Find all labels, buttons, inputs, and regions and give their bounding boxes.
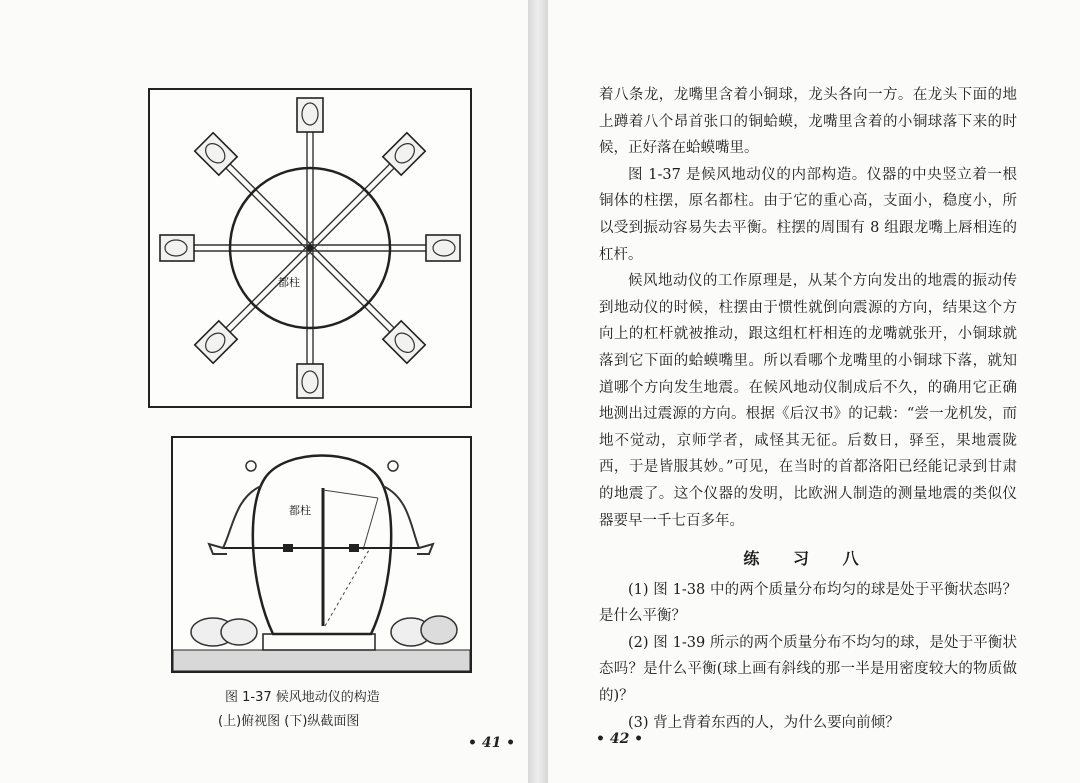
dragon-head-box <box>383 133 425 175</box>
page-number-right: • 42 • <box>596 731 644 747</box>
lever-block <box>349 544 359 552</box>
pillar-label-section: 都柱 <box>289 504 311 517</box>
section-heading: 练 习 八 <box>743 549 873 569</box>
paragraph: 图 1-37 是候风地动仪的内部构造。仪器的中央竖立着一根铜体的柱摆，原名都柱。由于它的重心高，支面小，稳度小，所以受到振动容易失去平衡。柱摆的周围有 8 组跟龙嘴上唇相连的杠杆。 <box>599 166 1017 263</box>
toad-left-2 <box>221 619 257 645</box>
figure-section-view <box>171 436 472 673</box>
seismoscope-section-diagram <box>173 438 470 671</box>
lever-arm-line <box>224 167 307 250</box>
vessel-pedestal <box>263 634 375 650</box>
right-page-body <box>599 82 1017 736</box>
dragon-head-box <box>160 235 194 261</box>
dragon-head-box <box>195 133 237 175</box>
pillar-label-top: 都柱 <box>278 276 300 289</box>
lever-block <box>283 544 293 552</box>
dragon-head-box <box>195 321 237 363</box>
dragon-head-box <box>297 98 323 132</box>
central-pillar-dot <box>307 245 313 251</box>
dragon-box-outline <box>195 321 237 363</box>
dragon-box-outline <box>383 321 425 363</box>
lever-arm-line <box>312 246 395 329</box>
figure-top-view <box>148 88 472 408</box>
dragon-box-outline <box>383 133 425 175</box>
exercise-item: (2) 图 1-39 所示的两个质量分布不均匀的球，是处于平衡状态吗？是什么平衡(球上画有斜线的那一半是用密度较大的物质做的)？ <box>599 634 1017 705</box>
figure-caption-title: 图 1-37 候风地动仪的构造 <box>225 690 380 705</box>
dragon-tail <box>388 461 398 471</box>
pillar-tilt-dashed <box>325 550 369 626</box>
paragraph: 着八条龙，龙嘴里含着小铜球，龙头各向一方。在龙头下面的地上蹲着八个昂首张口的铜蛤蟆，龙嘴里含着的小铜球落下来的时候，正好落在蛤蟆嘴里。 <box>599 87 1017 157</box>
dragon-head-box <box>426 235 460 261</box>
toad-right-2 <box>421 616 457 644</box>
ground-base <box>173 650 470 671</box>
exercise-item: (1) 图 1-38 中的两个质量分布均匀的球是处于平衡状态吗？是什么平衡？ <box>599 581 1017 625</box>
exercise-item: (3) 背上背着东西的人，为什么要向前倾？ <box>628 714 900 731</box>
dragon-head-box <box>383 321 425 363</box>
lever-arm-line <box>229 162 312 245</box>
lever-arm-line <box>229 250 312 333</box>
pillar-stay <box>363 498 378 550</box>
paragraph: 候风地动仪的工作原理是，从某个方向发出的地震的振动传到地动仪的时候，柱摆由于惯性就倒向震源的方向，结果这个方向上的杠杆就被推动，跟这组杠杆相连的龙嘴就张开，小铜球就落到它下面的蛤蟆嘴里。所以看哪个龙嘴里的小铜球下落，就知道哪个方向发生地震。在候风地动仪制成后不久，的确用它正确地测出过震源的方向。根据《后汉书》的记载：“尝一龙机发，而地不觉动，京师学者，咸怪其无征。后数日，驿至，果地震陇西，于是皆服其妙。”可见，在当时的首都洛阳已经能记录到甘肃的地震了。这个仪器的发明，比欧洲人制造的测量地震的类似仪器要早一千七百多年。 <box>599 273 1017 529</box>
dragon-box-outline <box>195 133 237 175</box>
pillar-stay <box>323 490 378 498</box>
lever-arm-line <box>308 162 391 245</box>
page-number-left: • 41 • <box>468 735 516 751</box>
figure-caption-subtitle: (上)俯视图 (下)纵截面图 <box>218 714 360 729</box>
dragon-tail <box>246 461 256 471</box>
book-gutter <box>528 0 548 783</box>
dragon-head-box <box>297 364 323 398</box>
lever-arm-line <box>308 250 391 333</box>
lever-arm-line <box>312 167 395 250</box>
seismoscope-top-view-diagram <box>150 90 470 406</box>
